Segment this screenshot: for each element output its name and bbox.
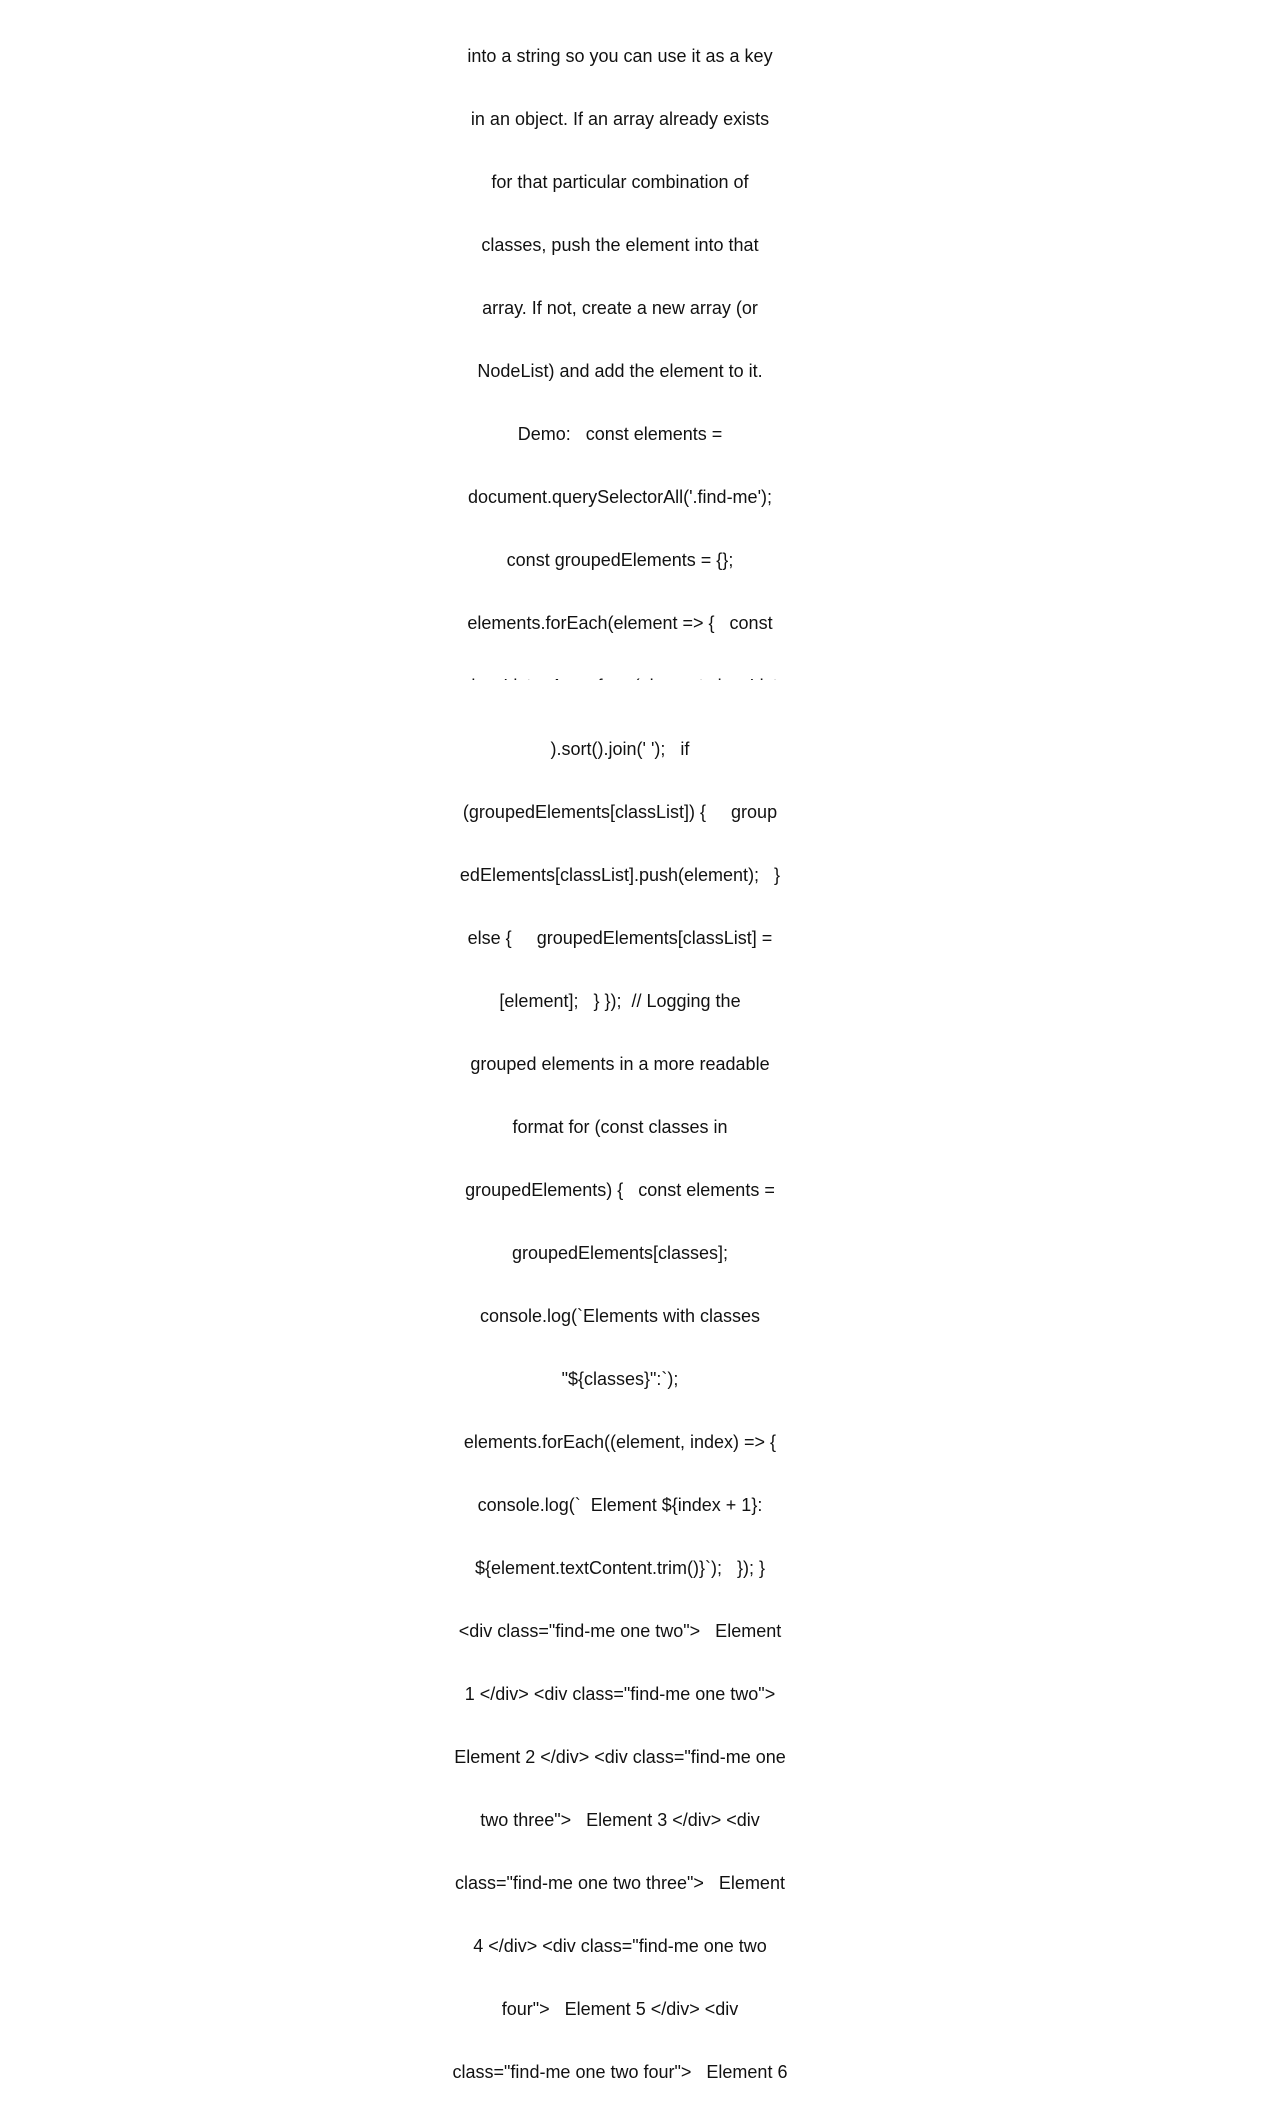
text-line: NodeList) and add the element to it. (477, 361, 763, 381)
text-line: groupedElements) { const elements = (465, 1180, 775, 1200)
text-line: groupedElements[classes]; (511, 1243, 729, 1263)
text-line: into a string so you can use it as a key (467, 46, 773, 66)
message-text-block (440, 4, 800, 2125)
text-line: "${classes}":`); (561, 1369, 679, 1389)
text-line: two three"> Element 3 </div> <div (480, 1810, 760, 1830)
text-line: Element 2 </div> <div class="find-me one (454, 1747, 786, 1767)
text-line: <div class="find-me one two"> Element (458, 1621, 782, 1641)
text-line: elements.forEach(element => { const (467, 613, 773, 633)
text-line: ${element.textContent.trim()}`); }); } (474, 1558, 766, 1578)
text-line: [element]; } }); // Logging the (499, 991, 741, 1011)
text-line: Demo: const elements = (517, 424, 723, 444)
text-line: document.querySelectorAll('.find-me'); (468, 487, 772, 507)
text-line: array. If not, create a new array (or (482, 298, 758, 318)
text-line: edElements[classList].push(element); } (459, 865, 781, 885)
text-line: in an object. If an array already exists (470, 109, 770, 129)
text-line: console.log(` Element ${index + 1}: (477, 1495, 763, 1515)
text-line: class="find-me one two three"> Element (455, 1873, 785, 1893)
text-line: else { groupedElements[classList] = (467, 928, 773, 948)
text-line: elements.forEach((element, index) => { (463, 1432, 777, 1452)
text-line: console.log(`Elements with classes (479, 1306, 761, 1326)
text-line: grouped elements in a more readable (470, 1054, 770, 1074)
text-line: ).sort().join(' '); if (550, 739, 690, 759)
text-line: format for (const classes in (512, 1117, 728, 1137)
text-line: (groupedElements[classList]) { group (462, 802, 778, 822)
text-line: for that particular combination of (491, 172, 749, 192)
text-line: const groupedElements = {}; (506, 550, 734, 570)
bottom-blank-area (0, 680, 1280, 720)
text-line: 4 </div> <div class="find-me one two (473, 1936, 767, 1956)
text-line: classes, push the element into that (481, 235, 759, 255)
text-line: class="find-me one two four"> Element 6 (452, 2062, 788, 2082)
text-line: 1 </div> <div class="find-me one two"> (464, 1684, 776, 1704)
text-line: four"> Element 5 </div> <div (501, 1999, 739, 2019)
